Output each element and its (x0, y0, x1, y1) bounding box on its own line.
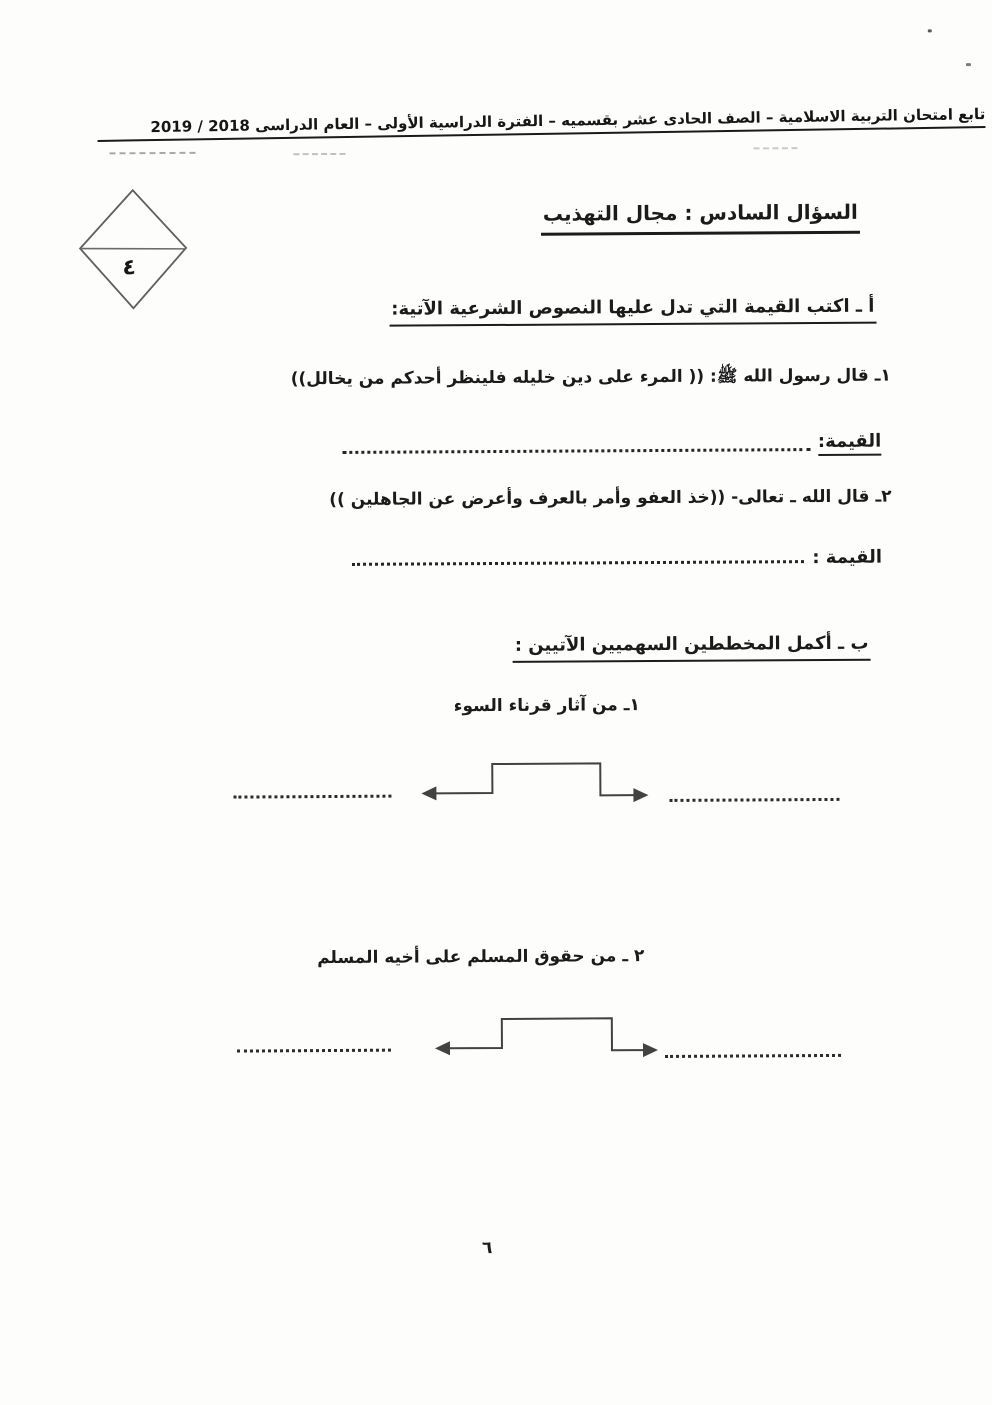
hadith-text: ١ـ قال رسول الله ﷺ: (( المرء على دين خليله فلينظر أحدكم من يخالل)) (290, 365, 891, 390)
quran-text: ٢ـ قال الله ـ تعالى- ((خذ العفو وأمر بالعرف وأعرض عن الجاهلين )) (329, 486, 892, 511)
diagram-1-blank-right-side (233, 781, 391, 799)
arrow-diagram-2 (433, 1006, 661, 1069)
diagram-1-caption: ١ـ من آثار قرناء السوء (453, 695, 640, 717)
scan-artifact-line (109, 152, 195, 155)
answer-blank (352, 546, 804, 566)
score-number: ٤ (122, 255, 136, 281)
scan-speck (928, 29, 932, 32)
right-arrow-icon (643, 1043, 658, 1057)
scan-artifact-line (294, 153, 346, 155)
scan-speck (966, 63, 971, 66)
part-a-heading: أ ـ اكتب القيمة التي تدل عليها النصوص الشرعية الآتية: (389, 296, 876, 327)
left-arrow-icon (421, 786, 436, 800)
scan-artifact-line (753, 147, 797, 149)
right-arrow-icon (633, 788, 648, 802)
value-answer-row-1 (342, 431, 882, 459)
score-badge (76, 186, 191, 313)
diagram-1-blank-left-side (669, 784, 839, 802)
arrow-diagram-1 (419, 753, 651, 814)
diagram-2-blank-left-side (665, 1040, 841, 1058)
diagram-2-blank-right-side (237, 1035, 391, 1053)
answer-blank (342, 434, 810, 454)
value-label: القيمة : (812, 546, 883, 569)
part-b-heading: ب ـ أكمل المخططين السهميين الآتيين : (513, 633, 871, 663)
question-title: السؤال السادس : مجال التهذيب (541, 200, 860, 236)
value-label: القيمة: (818, 431, 882, 456)
diagram-2-caption: ٢ ـ من حقوق المسلم على أخيه المسلم (317, 946, 645, 969)
page-number: ٦ (481, 1238, 493, 1259)
left-arrow-icon (435, 1041, 450, 1055)
diamond-icon (76, 186, 191, 313)
value-answer-row-2 (352, 546, 882, 571)
exam-header: تابع امتحان التربية الاسلامية – الصف الحادى عشر بقسميه – الفترة الدراسية الأولى – العام الدراسى 2018 / 2019 (97, 105, 985, 142)
